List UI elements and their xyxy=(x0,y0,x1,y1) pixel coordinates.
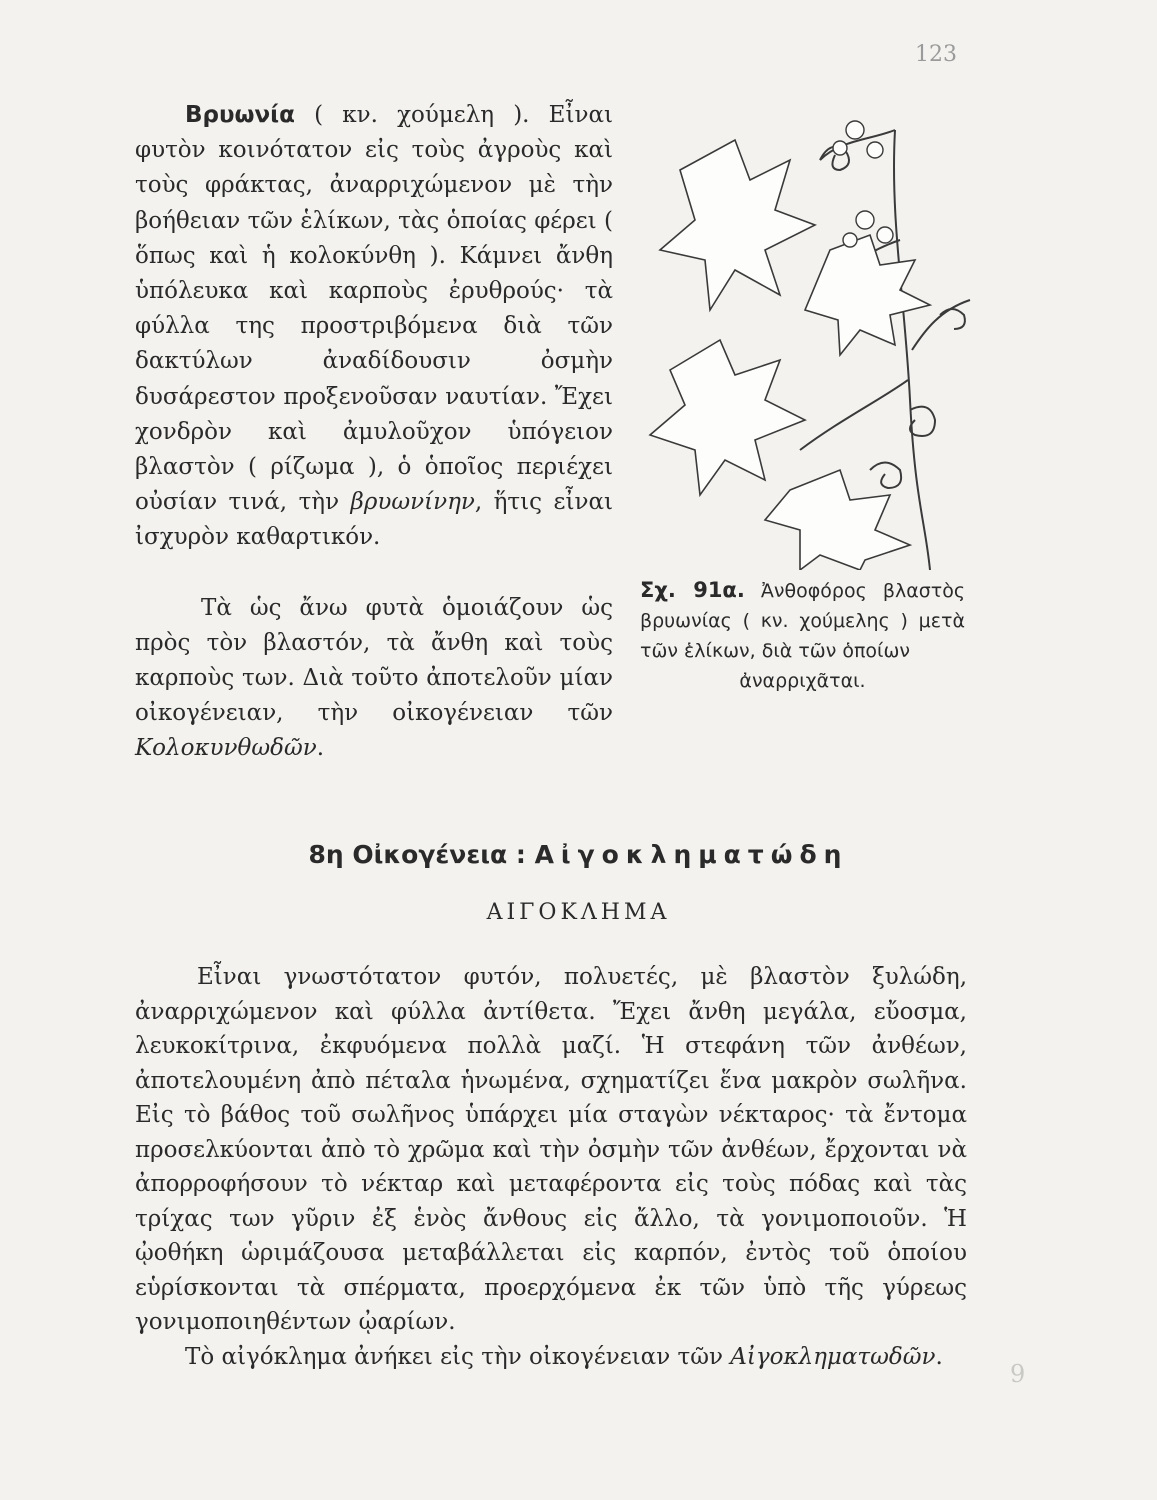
cucurbit-text: Τὰ ὡς ἄνω φυτὰ ὁμοιάζουν ὡς πρὸς τὸν βλαστόν, τὰ ἄνθη καὶ τοὺς καρποὺς των. Διὰ τοῦτο ἀποτελοῦν μίαν οἰκογένειαν, τὴν οἰκογένειαν τῶν xyxy=(135,594,613,727)
aigoklima-paragraph: Εἶναι γνωστότατον φυτόν, πολυετές, μὲ βλαστὸν ξυλώδη, ἀναρριχώμενον καὶ φύλλα ἀντίθετα. Ἔχει ἄνθη μεγάλα, εὔοσμα, λευκοκίτρινα, ἐκφυόμενα πολλὰ μαζί. Ἡ στεφάνη τῶν ἀνθέων, ἀποτελουμένη ἀπὸ πέταλα ἡνωμένα, σχηματίζει ἕνα μακρὸν σωλῆνα. Εἰς τὸ βάθος τοῦ σωλῆνος ὑπάρχει μία σταγὼν νέκταρος· τὰ ἔντομα προσελκύονται ἀπὸ τὸ χρῶμα καὶ τὴν ὀσμὴν τῶν ἀνθέων, ἔρχονται νὰ ἀπορροφήσουν τὸ νέκταρ καὶ μεταφέροντα εἰς τοὺς πόδας καὶ τὰς τρίχας των γῦριν ἐξ ἑνὸς ἄνθους εἰς ἄλλο, τὰ γονιμοποιοῦν. Ἡ ᾠοθήκη ὡριμάζουσα μεταβάλλεται εἰς καρπόν, ἐντὸς τοῦ ὁποίου εὑρίσκονται τὰ σπέρματα, προερχόμενα ἐκ τῶν ὑπὸ τῆς γύρεως γονιμοποιηθέντων ᾠαρίων. xyxy=(135,964,967,1335)
section-family-name: Αἰγοκληματώδη xyxy=(534,840,849,869)
cucurbit-period: . xyxy=(316,735,324,762)
cucurbit-family-paragraph xyxy=(135,591,613,767)
section-heading xyxy=(0,840,1157,869)
figure-caption xyxy=(640,575,965,696)
bryonia-text-1: ( κν. χούμελη ). Εἶναι φυτὸν κοινότατον εἰς τοὺς ἀγροὺς καὶ τοὺς φράκτας, ἀναρριχώμενον μὲ τὴν βοήθειαν τῶν ἑλίκων, τὰς ὁποίας φέρει ( ὅπως καὶ ἡ κολοκύνθη ). Κάμνει ἄνθη ὑπόλευκα καὶ καρποὺς ἐρυθρούς· τὰ φύλλα της προστριβόμενα διὰ τῶν δακτύλων ἀναδίδουσιν ὀσμὴν δυσάρεστον προξενοῦσαν ναυτίαν. Ἔχει χονδρὸν καὶ ἀμυλοῦχον ὑπόγειον βλαστὸν ( ρίζωμα ), ὁ ὁποῖος περιέχει οὐσίαν τινά, τὴν xyxy=(135,102,613,516)
bleed-through-mark: 9 xyxy=(1010,1360,1026,1388)
figure-caption-text: Ἀνθοφόρος βλαστὸς βρυωνίας ( κν. χούμελης ) μετὰ τῶν ἑλίκων, διὰ τῶν ὁποίων xyxy=(640,580,965,662)
bryonia-text-2: , ἥτις εἶναι ἰσχυρὸν καθαρτικόν. xyxy=(135,489,613,551)
aigoklima-period: . xyxy=(935,1343,943,1370)
aigoklima-family-text: Τὸ αἰγόκλημα ἀνήκει εἰς τὴν οἰκογένειαν τῶν xyxy=(185,1343,731,1370)
aigoklima-family-paragraph xyxy=(135,1340,967,1375)
bryonine-term: βρυωνίνην xyxy=(350,489,475,516)
bryonia-paragraph xyxy=(135,98,613,556)
bryonia-section xyxy=(135,98,613,767)
section-heading-number: 8η Οἰκογένεια : xyxy=(308,840,535,869)
figure-caption-end: ἀναρριχᾶται. xyxy=(739,670,866,692)
aigoklima-family-name: Αἰγοκληματωδῶν xyxy=(730,1343,936,1370)
bryonia-title: Βρυωνία xyxy=(185,102,295,128)
plant-subheading: ΑΙΓΟΚΛΗΜΑ xyxy=(486,900,671,925)
bryonia-vine-drawing xyxy=(640,100,980,570)
figure-label: Σχ. 91α. xyxy=(640,578,745,602)
page-number: 123 xyxy=(915,42,957,67)
cucurbit-family-name: Κολοκυνθωδῶν xyxy=(135,735,317,762)
bryonia-illustration xyxy=(640,100,980,570)
aigoklima-section xyxy=(135,960,967,1374)
